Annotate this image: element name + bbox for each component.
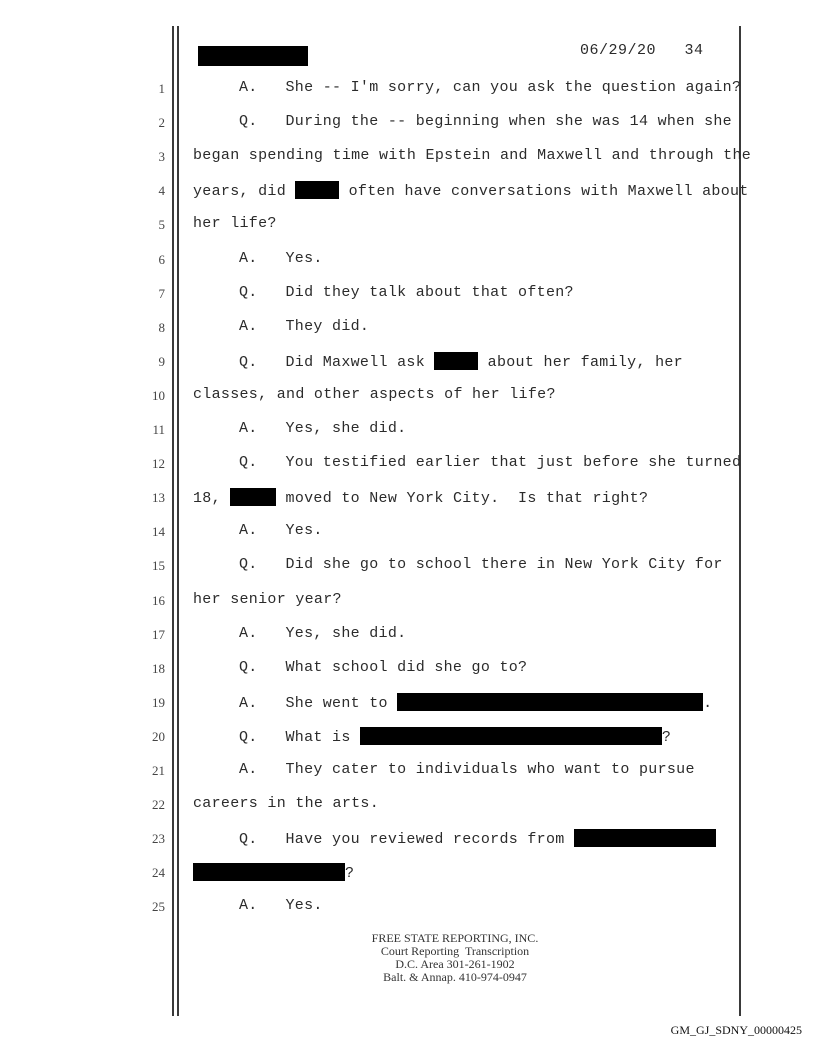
line-number: 12	[152, 456, 165, 472]
line-number: 11	[152, 422, 165, 437]
line-number: 19	[152, 694, 165, 710]
line-number: 5	[158, 217, 165, 233]
right-margin-rule	[739, 26, 741, 1016]
redaction-box	[397, 693, 703, 711]
line-text: A. Yes.	[239, 897, 323, 915]
line-number: 17	[152, 626, 165, 642]
line-number: 1	[158, 81, 165, 96]
transcript-line	[239, 113, 732, 130]
line-text: about her family, her	[478, 353, 683, 371]
line-number: 9	[158, 353, 165, 369]
transcript-line	[193, 795, 379, 812]
line-text: A. They did.	[239, 317, 370, 335]
line-text: A. Yes, she did.	[239, 420, 407, 437]
transcript-line	[193, 181, 749, 200]
transcript-line	[239, 79, 741, 96]
line-text: ?	[345, 865, 355, 883]
transcript-line	[239, 556, 723, 573]
redaction-box	[360, 727, 662, 745]
transcript-line	[239, 318, 369, 335]
line-number: 4	[158, 183, 165, 199]
line-number: 14	[152, 524, 165, 540]
line-number: 6	[158, 251, 165, 267]
redaction-box	[574, 829, 716, 847]
line-text: A. Yes.	[239, 249, 323, 267]
line-text: Q. You testified earlier that just before she turned	[239, 454, 742, 472]
transcript-line	[193, 591, 342, 608]
line-text: classes, and other aspects of her life?	[193, 385, 556, 403]
line-number: 22	[152, 797, 165, 813]
transcript-line	[239, 522, 323, 539]
line-number: 23	[152, 831, 165, 847]
line-number: 3	[158, 149, 165, 165]
line-text: her senior year?	[193, 590, 342, 608]
line-number: 10	[152, 387, 165, 403]
line-text: Q. Have you reviewed records from	[239, 831, 574, 849]
transcript-line	[239, 693, 712, 712]
line-text: moved to New York City. Is that right?	[276, 490, 649, 508]
line-text: Q. Did she go to school there in New York City for	[239, 556, 723, 574]
line-text: Q. Did they talk about that often?	[239, 283, 574, 301]
footer-company: FREE STATE REPORTING, INC.	[371, 931, 539, 945]
reporter-footer	[300, 932, 610, 984]
line-text: careers in the arts.	[193, 795, 380, 813]
transcript-line	[193, 147, 751, 164]
bates-number: GM_GJ_SDNY_00000425	[670, 1023, 802, 1037]
footer-service: Court Reporting Transcription	[380, 944, 530, 958]
line-text: Q. What school did she go to?	[239, 658, 528, 676]
line-text: A. She went to	[239, 694, 398, 712]
transcript-line	[239, 761, 695, 778]
line-number: 18	[152, 660, 165, 676]
transcript-line	[239, 897, 323, 914]
header-redaction	[198, 46, 308, 66]
transcript-line	[239, 727, 671, 746]
line-number: 25	[152, 899, 165, 915]
page-date-number: 06/29/20 34	[580, 42, 704, 59]
line-number: 16	[152, 592, 165, 608]
line-text: Q. What is	[239, 728, 360, 746]
transcript-line	[239, 829, 716, 848]
line-number: 8	[158, 319, 165, 335]
footer-balt-phone: Balt. & Annap. 410-974-0947	[383, 970, 527, 984]
transcript-line	[239, 284, 574, 301]
redaction-box	[295, 181, 339, 199]
line-text: A. She -- I'm sorry, can you ask the question again?	[239, 79, 742, 96]
transcript-line	[239, 352, 683, 371]
transcript-line	[193, 215, 277, 232]
redaction-box	[434, 352, 478, 370]
transcript-line	[193, 386, 556, 403]
transcript-line	[239, 625, 406, 642]
footer-dc-phone: D.C. Area 301-261-1902	[395, 957, 515, 971]
transcript-line	[239, 420, 406, 437]
line-text: Q. Did Maxwell ask	[239, 353, 435, 371]
redaction-box	[193, 863, 345, 881]
line-number: 7	[158, 285, 165, 301]
line-number: 2	[158, 115, 165, 131]
transcript-line	[239, 454, 741, 471]
line-text: A. Yes.	[239, 522, 323, 540]
line-number: 21	[152, 763, 165, 778]
line-text: often have conversations with Maxwell about	[339, 183, 749, 201]
line-number: 15	[152, 558, 165, 574]
line-text: ?	[661, 728, 672, 746]
line-number: 20	[152, 728, 165, 744]
line-text: began spending time with Epstein and Maxwell and through the	[193, 147, 752, 165]
left-margin-rule-outer	[172, 26, 174, 1016]
line-text: Q. During the -- beginning when she was 14 when she	[239, 113, 732, 131]
line-text: 18,	[193, 490, 231, 508]
redaction-box	[230, 488, 276, 506]
line-text: years, did	[193, 183, 296, 201]
transcript-line	[193, 863, 354, 882]
line-text: A. Yes, she did.	[239, 624, 407, 642]
transcript-line	[193, 488, 648, 507]
line-text: .	[703, 694, 713, 712]
left-margin-rule-inner	[177, 26, 179, 1016]
line-number: 13	[152, 490, 165, 506]
transcript-line	[239, 250, 323, 267]
line-text: A. They cater to individuals who want to pursue	[239, 761, 695, 778]
transcript-line	[239, 659, 527, 676]
line-text: her life?	[193, 215, 277, 233]
line-number: 24	[152, 865, 165, 881]
